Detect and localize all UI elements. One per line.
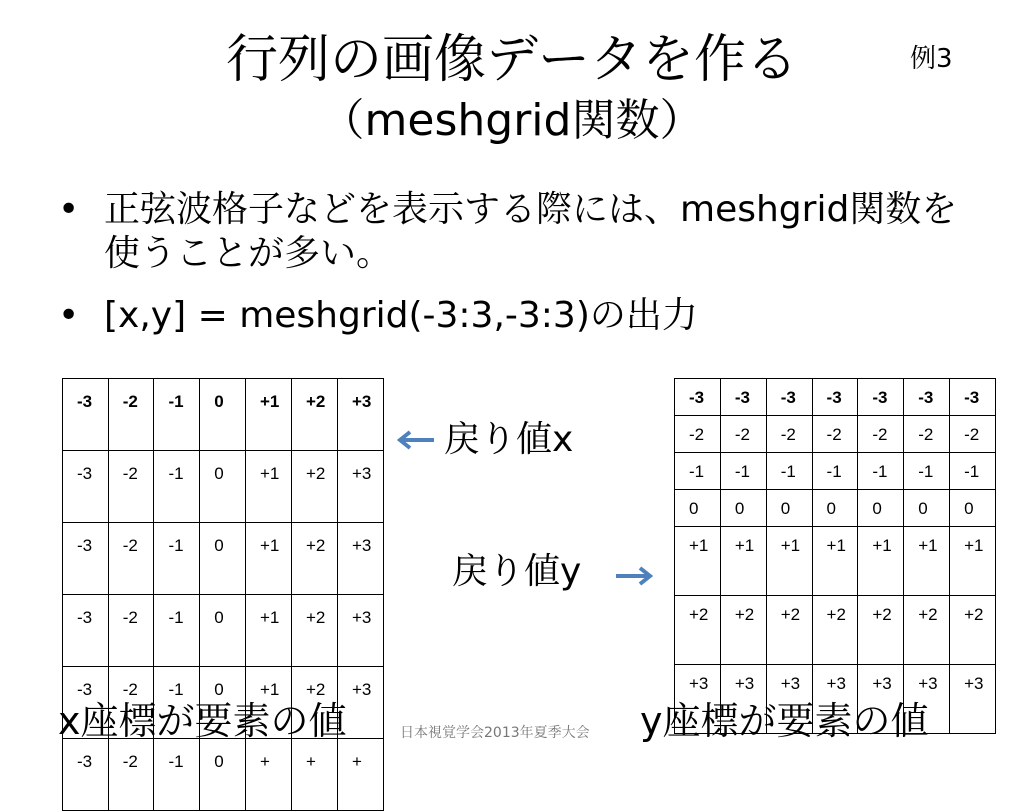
bullet-text: 正弦波格子などを表示する際には、meshgrid関数を使うことが多い。 <box>104 189 958 274</box>
table-cell: -3 <box>63 523 109 595</box>
table-cell: 0 <box>950 490 996 527</box>
table-cell: +2 <box>904 596 950 665</box>
table-cell: -3 <box>766 379 812 416</box>
table-cell: -1 <box>154 451 200 523</box>
table-cell: +1 <box>245 667 291 739</box>
table-cell: -1 <box>154 667 200 739</box>
table-cell: +3 <box>812 665 858 734</box>
table-row <box>63 739 384 811</box>
table-row <box>63 379 384 451</box>
table-cell: +3 <box>337 379 383 451</box>
table-cell: +3 <box>858 665 904 734</box>
table-cell: -2 <box>858 416 904 453</box>
table-cell: +1 <box>812 527 858 596</box>
table-cell: -1 <box>904 453 950 490</box>
table-cell: -2 <box>812 416 858 453</box>
meshgrid-x-table <box>62 378 384 811</box>
meshgrid-y-table <box>674 378 996 734</box>
table-cell: +2 <box>858 596 904 665</box>
table-cell: +2 <box>675 596 721 665</box>
table-cell: +2 <box>291 523 337 595</box>
table-cell: +2 <box>291 595 337 667</box>
table-row <box>63 523 384 595</box>
arrow-left-icon <box>396 430 436 450</box>
table-cell: +1 <box>245 451 291 523</box>
table-row <box>675 527 996 596</box>
y-caption: y座標が要素の値 <box>640 699 929 743</box>
table-cell: -1 <box>154 523 200 595</box>
table-cell: -2 <box>108 739 154 811</box>
arrow-right-icon <box>614 566 654 586</box>
return-y-label: 戻り値y <box>452 551 582 592</box>
table-cell: +2 <box>291 379 337 451</box>
table-cell: +2 <box>720 596 766 665</box>
table-cell: -1 <box>154 595 200 667</box>
table-cell: -3 <box>63 379 109 451</box>
table-cell: +2 <box>291 667 337 739</box>
table-cell: +1 <box>675 527 721 596</box>
table-row <box>675 596 996 665</box>
table-cell: +1 <box>245 595 291 667</box>
footer-text: 日本視覚学会2013年夏季大会 <box>400 725 590 741</box>
table-cell: +2 <box>291 451 337 523</box>
table-cell: +3 <box>950 665 996 734</box>
table-cell: 0 <box>675 490 721 527</box>
table-cell: +2 <box>812 596 858 665</box>
example-label: 例3 <box>910 44 953 74</box>
table-cell: +3 <box>337 667 383 739</box>
table-cell: -2 <box>108 595 154 667</box>
table-cell: -1 <box>675 453 721 490</box>
table-cell: -3 <box>858 379 904 416</box>
table-cell: -1 <box>766 453 812 490</box>
table-cell: +1 <box>245 379 291 451</box>
table-cell: 0 <box>200 739 246 811</box>
table-cell: -2 <box>766 416 812 453</box>
table-row <box>63 595 384 667</box>
table-cell: +3 <box>904 665 950 734</box>
bullet-item <box>58 188 978 276</box>
table-cell: +3 <box>766 665 812 734</box>
x-caption: x座標が要素の値 <box>58 699 347 743</box>
table-cell: + <box>337 739 383 811</box>
table-cell: -2 <box>108 379 154 451</box>
table-cell: -2 <box>950 416 996 453</box>
bullet-dot-icon: • <box>58 295 80 336</box>
bullet-list <box>58 188 978 356</box>
table-row <box>63 451 384 523</box>
table-cell: -3 <box>950 379 996 416</box>
table-row <box>675 416 996 453</box>
bullet-dot-icon: • <box>58 189 80 230</box>
table-cell: + <box>245 739 291 811</box>
table-cell: -1 <box>154 379 200 451</box>
table-cell: +3 <box>337 595 383 667</box>
table-cell: +1 <box>858 527 904 596</box>
table-row <box>675 490 996 527</box>
table-cell: -1 <box>812 453 858 490</box>
table-cell: +1 <box>904 527 950 596</box>
table-cell: +1 <box>950 527 996 596</box>
table-cell: 0 <box>812 490 858 527</box>
table-cell: -1 <box>154 739 200 811</box>
table-cell: -1 <box>950 453 996 490</box>
table-cell: 0 <box>858 490 904 527</box>
table-cell: 0 <box>720 490 766 527</box>
bullet-item <box>58 294 978 338</box>
table-cell: -2 <box>675 416 721 453</box>
table-cell: -3 <box>63 667 109 739</box>
table-cell: +3 <box>720 665 766 734</box>
table-cell: -1 <box>858 453 904 490</box>
table-cell: -2 <box>720 416 766 453</box>
table-cell: +3 <box>675 665 721 734</box>
return-x-label: 戻り値x <box>444 419 574 460</box>
table-cell: -1 <box>720 453 766 490</box>
table-cell: 0 <box>200 523 246 595</box>
table-cell: -3 <box>904 379 950 416</box>
table-cell: +1 <box>720 527 766 596</box>
table-cell: +1 <box>766 527 812 596</box>
table-cell: -2 <box>108 667 154 739</box>
table-cell: -3 <box>720 379 766 416</box>
table-row <box>675 453 996 490</box>
slide-title: 行列の画像データを作る <box>225 30 798 90</box>
table-cell: -3 <box>675 379 721 416</box>
table-cell: +3 <box>337 523 383 595</box>
table-cell: 0 <box>200 667 246 739</box>
table-cell: 0 <box>904 490 950 527</box>
table-cell: 0 <box>766 490 812 527</box>
table-cell: -2 <box>108 523 154 595</box>
bullet-text: [x,y] = meshgrid(-3:3,-3:3)の出力 <box>104 295 698 336</box>
table-cell: +2 <box>766 596 812 665</box>
table-cell: + <box>291 739 337 811</box>
table-cell: 0 <box>200 379 246 451</box>
table-cell: -3 <box>812 379 858 416</box>
table-cell: -3 <box>63 451 109 523</box>
table-cell: -3 <box>63 595 109 667</box>
table-cell: +2 <box>950 596 996 665</box>
table-cell: +1 <box>245 523 291 595</box>
table-cell: 0 <box>200 595 246 667</box>
table-cell: +3 <box>337 451 383 523</box>
table-cell: -2 <box>904 416 950 453</box>
table-cell: -2 <box>108 451 154 523</box>
slide-subtitle: （meshgrid関数） <box>320 95 704 146</box>
table-cell: 0 <box>200 451 246 523</box>
table-cell: -3 <box>63 739 109 811</box>
table-row <box>675 379 996 416</box>
